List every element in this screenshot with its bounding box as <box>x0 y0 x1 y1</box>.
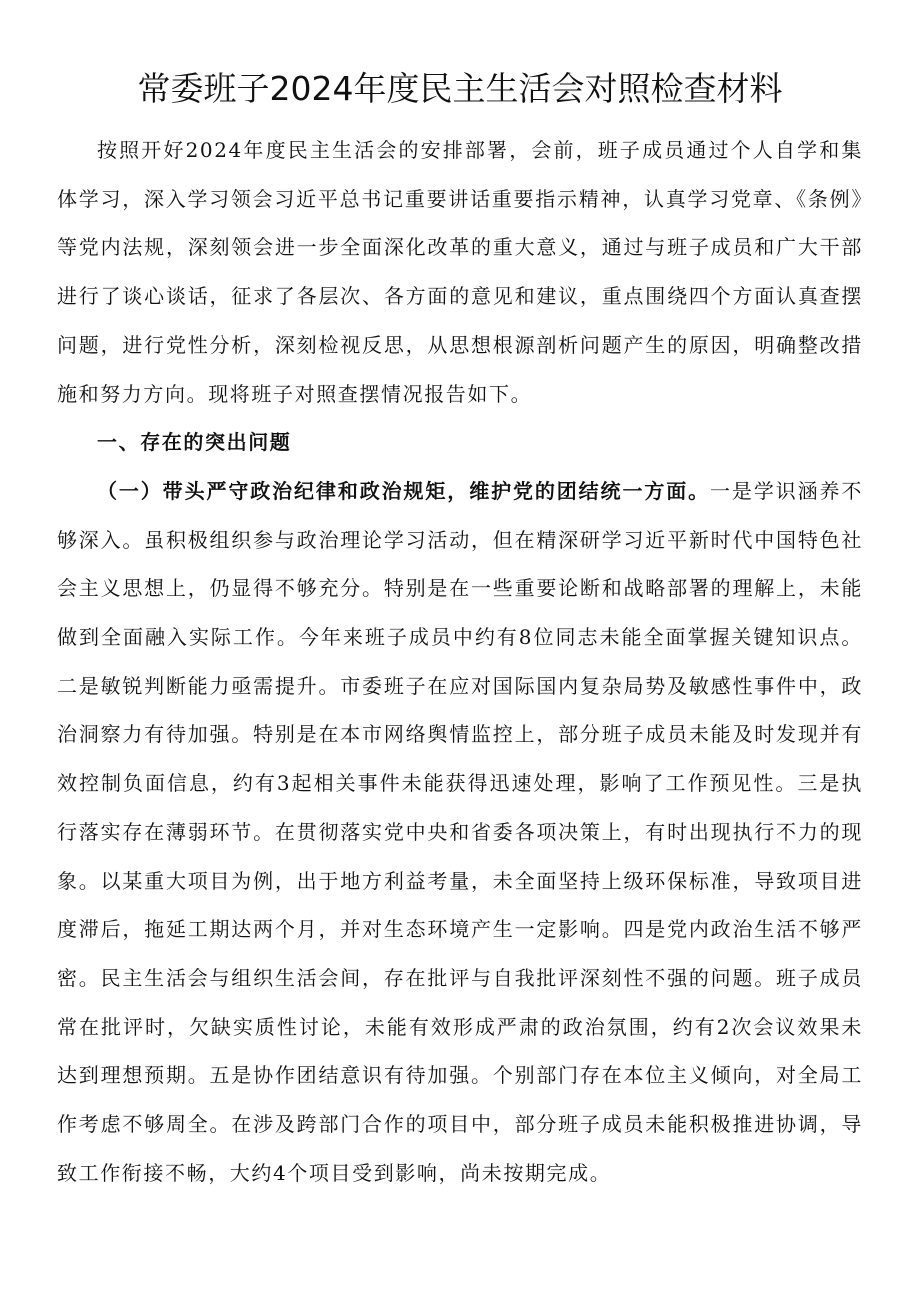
subsection-body: 一是学识涵养不够深入。虽积极组织参与政治理论学习活动，但在精深研学习近平新时代中国特色社会主义思想上，仍显得不够充分。特别是在一些重要论断和战略部署的理解上，未能做到全面融入实际工作。今年来班子成员中约有8位同志未能全面掌握关键知识点。二是敏锐判断能力亟需提升。市委班子在应对国际国内复杂局势及敏感性事件中，政治洞察力有待加强。特别是在本市网络舆情监控上，部分班子成员未能及时发现并有效控制负面信息，约有3起相关事件未能获得迅速处理，影响了工作预见性。三是执行落实存在薄弱环节。在贯彻落实党中央和省委各项决策上，有时出现执行不力的现象。以某重大项目为例，出于地方利益考量，未全面坚持上级环保标准，导致项目进度滞后，拖延工期达两个月，并对生态环境产生一定影响。四是党内政治生活不够严密。民主生活会与组织生活会间，存在批评与自我批评深刻性不强的问题。班子成员常在批评时，欠缺实质性讨论，未能有效形成严肃的政治氛围，约有2次会议效果未达到理想预期。五是协作团结意识有待加强。个别部门存在本位主义倾向，对全局工作考虑不够周全。在涉及跨部门合作的项目中，部分班子成员未能积极推进协调，导致工作衔接不畅，大约4个项目受到影响，尚未按期完成。 <box>57 478 863 1185</box>
intro-paragraph: 按照开好2024年度民主生活会的安排部署，会前，班子成员通过个人自学和集体学习，深入学习领会习近平总书记重要讲话重要指示精神，认真学习党章、《条例》等党内法规，深刻领会进一步全面深化改革的重大意义，通过与班子成员和广大干部进行了谈心谈话，征求了各层次、各方面的意见和建议，重点围绕四个方面认真查摆问题，进行党性分析，深刻检视反思，从思想根源剖析问题产生的原因，明确整改措施和努力方向。现将班子对照查摆情况报告如下。 <box>57 138 863 406</box>
subsection-heading: （一）带头严守政治纪律和政治规矩，维护党的团结统一方面。 <box>97 478 711 503</box>
section-heading: 一、存在的突出问题 <box>97 430 292 455</box>
document-title: 常委班子2024年度民主生活会对照检查材料 <box>137 69 783 108</box>
subsection-paragraph <box>57 467 863 1198</box>
